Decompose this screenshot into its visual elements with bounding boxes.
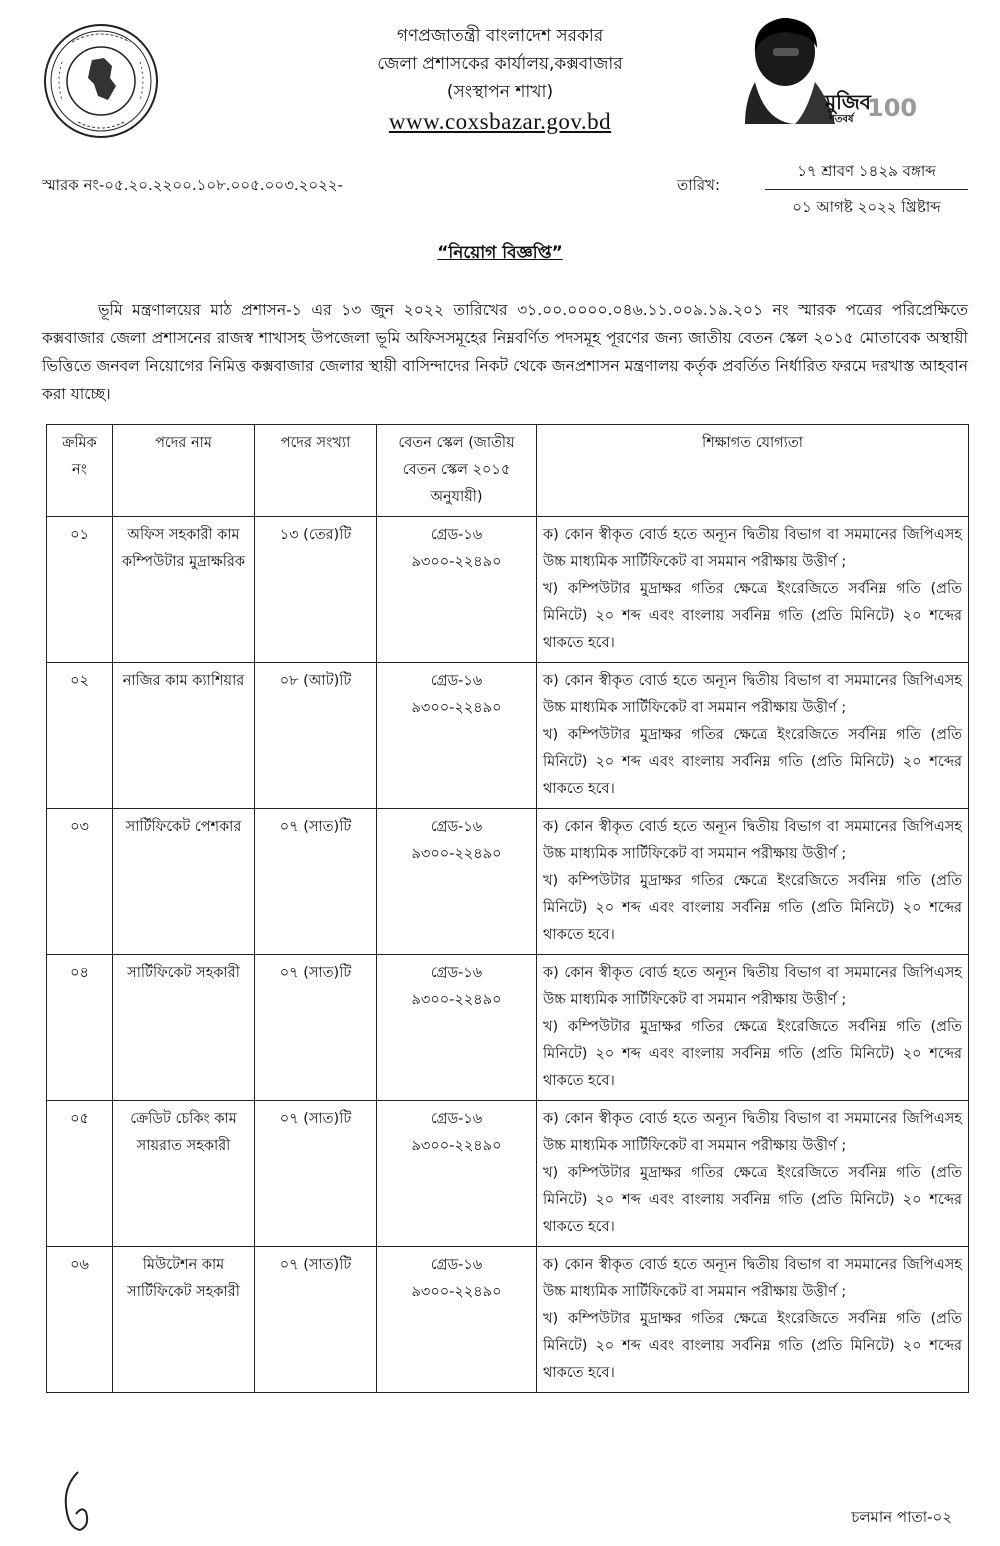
qualification-b: খ) কম্পিউটার মুদ্রাক্ষর গতির ক্ষেত্রে ইংরেজিতে সর্বনিম্ন গতি (প্রতি মিনিটে) ২০ শব্দ এবং বাংলায় সর্বনিম্ন গতি (প্রতি মিনিটে) ২০ শব্দের থাকতে হবে। [543,873,962,943]
government-seal-icon [42,22,160,140]
notice-title: “নিয়োগ বিজ্ঞপ্তি” [437,243,563,263]
row-count: ০৭ (সাত)টি [255,1101,377,1247]
header-office: জেলা প্রশাসকের কার্যালয়,কক্সবাজার [377,54,623,74]
date-bangla: ১৭ শ্রাবণ ১৪২৯ বঙ্গাব্দ [765,160,968,190]
row-qualification [537,517,969,663]
row-scale [377,955,537,1101]
row-scale [377,1101,537,1247]
header-government: গণপ্রজাতন্ত্রী বাংলাদেশ সরকার [396,26,604,46]
row-post: মিউটেশন কাম সার্টিফিকেট সহকারী [113,1247,255,1393]
row-grade: গ্রেড-১৬ [430,1257,483,1273]
row-scale [377,809,537,955]
row-range: ৯৩০০-২২৪৯০ [411,554,502,570]
header-serial: ক্রমিক নং [47,425,113,517]
header-branch: (সংস্থাপন শাখা) [446,82,554,102]
header-website-link[interactable]: www.coxsbazar.gov.bd [388,109,612,134]
row-scale [377,517,537,663]
row-scale [377,663,537,809]
table-row [47,1101,969,1247]
row-serial: ০১ [47,517,113,663]
row-grade: গ্রেড-১৬ [430,1111,483,1127]
row-post: অফিস সহকারী কাম কম্পিউটার মুদ্রাক্ষরিক [113,517,255,663]
row-qualification [537,809,969,955]
table-row [47,955,969,1101]
table-header-row [47,425,969,517]
qualification-b: খ) কম্পিউটার মুদ্রাক্ষর গতির ক্ষেত্রে ইংরেজিতে সর্বনিম্ন গতি (প্রতি মিনিটে) ২০ শব্দ এবং বাংলায় সর্বনিম্ন গতি (প্রতি মিনিটে) ২০ শব্দের থাকতে হবে। [543,581,962,651]
logo-text-shatabarsha: শতবর্ষ [829,114,854,125]
row-grade: গ্রেড-১৬ [430,527,483,543]
row-range: ৯৩০০-২২৪৯০ [411,992,502,1008]
memo-number: স্মারক নং-০৫.২০.২২০০.১০৮.০০৫.০০৩.২০২২- [42,176,344,194]
header-count: পদের সংখ্যা [255,425,377,517]
qualification-b: খ) কম্পিউটার মুদ্রাক্ষর গতির ক্ষেত্রে ইংরেজিতে সর্বনিম্ন গতি (প্রতি মিনিটে) ২০ শব্দ এবং বাংলায় সর্বনিম্ন গতি (প্রতি মিনিটে) ২০ শব্দের থাকতে হবে। [543,1311,962,1381]
row-serial: ০৪ [47,955,113,1101]
row-range: ৯৩০০-২২৪৯০ [411,846,502,862]
header-post: পদের নাম [113,425,255,517]
header-scale: বেতন স্কেল (জাতীয় বেতন স্কেল ২০১৫ অনুযায়ী) [377,425,537,517]
row-count: ০৭ (সাত)টি [255,1247,377,1393]
row-range: ৯৩০০-২২৪৯০ [411,1138,502,1154]
header-qualification: শিক্ষাগত যোগ্যতা [537,425,969,517]
qualification-a: ক) কোন স্বীকৃত বোর্ড হতে অন্যূন দ্বিতীয় বিভাগ বা সমমানের জিপিএসহ উচ্চ মাধ্যমিক সার্টিফিকেট বা সমমান পরীক্ষায় উত্তীর্ণ ; [543,819,962,862]
qualification-b: খ) কম্পিউটার মুদ্রাক্ষর গতির ক্ষেত্রে ইংরেজিতে সর্বনিম্ন গতি (প্রতি মিনিটে) ২০ শব্দ এবং বাংলায় সর্বনিম্ন গতি (প্রতি মিনিটে) ২০ শব্দের থাকতে হবে। [543,1165,962,1235]
vacancy-table [46,424,969,1393]
qualification-b: খ) কম্পিউটার মুদ্রাক্ষর গতির ক্ষেত্রে ইংরেজিতে সর্বনিম্ন গতি (প্রতি মিনিটে) ২০ শব্দ এবং বাংলায় সর্বনিম্ন গতি (প্রতি মিনিটে) ২০ শব্দের থাকতে হবে। [543,727,962,797]
row-range: ৯৩০০-২২৪৯০ [411,1284,502,1300]
signature-mark-icon [50,1466,110,1536]
table-row [47,809,969,955]
row-count: ০৭ (সাত)টি [255,809,377,955]
table-row [47,517,969,663]
qualification-a: ক) কোন স্বীকৃত বোর্ড হতে অন্যূন দ্বিতীয় বিভাগ বা সমমানের জিপিএসহ উচ্চ মাধ্যমিক সার্টিফিকেট বা সমমান পরীক্ষায় উত্তীর্ণ ; [543,1257,962,1300]
qualification-b: খ) কম্পিউটার মুদ্রাক্ষর গতির ক্ষেত্রে ইংরেজিতে সর্বনিম্ন গতি (প্রতি মিনিটে) ২০ শব্দ এবং বাংলায় সর্বনিম্ন গতি (প্রতি মিনিটে) ২০ শব্দের থাকতে হবে। [543,1019,962,1089]
table-row [47,1247,969,1393]
date-english: ০১ আগষ্ট ২০২২ খ্রিষ্টাব্দ [792,198,941,216]
row-grade: গ্রেড-১৬ [430,819,483,835]
row-qualification [537,955,969,1101]
intro-paragraph: ভূমি মন্ত্রণালয়ের মাঠ প্রশাসন-১ এর ১৩ জুন ২০২২ তারিখের ৩১.০০.০০০০.০৪৬.১১.০০৯.১৯.২০১ নং স্মারক পত্রের পরিপ্রেক্ষিতে কক্সবাজার জেলা প্রশাসনের রাজস্ব শাখাসহ উপজেলা ভূমি অফিসসমূহের নিম্নবর্ণিত পদসমূহ পূরণের জন্য জাতীয় বেতন স্কেল ২০১৫ মোতাবেক অস্থায়ী ভিত্তিতে জনবল নিয়োগের নিমিত্ত কক্সবাজার জেলার স্থায়ী বাসিন্দাদের নিকট থেকে জনপ্রশাসন মন্ত্রণালয় কর্তৃক প্রবর্তিত নির্ধারিত ফরমে দরখাস্ত আহবান করা যাচ্ছে। [42,301,968,403]
row-qualification [537,663,969,809]
row-serial: ০৩ [47,809,113,955]
row-grade: গ্রেড-১৬ [430,673,483,689]
continued-page-note: চলমান পাতা-০২ [851,1508,952,1526]
row-post: ক্রেডিট চেকিং কাম সায়রাত সহকারী [113,1101,255,1247]
logo-text-mujib: মুজিব [825,90,871,114]
row-post: সার্টিফিকেট সহকারী [113,955,255,1101]
row-post: সার্টিফিকেট পেশকার [113,809,255,955]
qualification-a: ক) কোন স্বীকৃত বোর্ড হতে অন্যূন দ্বিতীয় বিভাগ বা সমমানের জিপিএসহ উচ্চ মাধ্যমিক সার্টিফিকেট বা সমমান পরীক্ষায় উত্তীর্ণ ; [543,673,962,716]
date-block [765,160,968,221]
qualification-a: ক) কোন স্বীকৃত বোর্ড হতে অন্যূন দ্বিতীয় বিভাগ বা সমমানের জিপিএসহ উচ্চ মাধ্যমিক সার্টিফিকেট বা সমমান পরীক্ষায় উত্তীর্ণ ; [543,965,962,1008]
qualification-a: ক) কোন স্বীকৃত বোর্ড হতে অন্যূন দ্বিতীয় বিভাগ বা সমমানের জিপিএসহ উচ্চ মাধ্যমিক সার্টিফিকেট বা সমমান পরীক্ষায় উত্তীর্ণ ; [543,1111,962,1154]
date-label: তারিখ: [677,176,721,194]
row-grade: গ্রেড-১৬ [430,965,483,981]
row-serial: ০৬ [47,1247,113,1393]
row-scale [377,1247,537,1393]
row-serial: ০২ [47,663,113,809]
row-serial: ০৫ [47,1101,113,1247]
row-range: ৯৩০০-২২৪৯০ [411,700,502,716]
row-count: ০৮ (আট)টি [255,663,377,809]
row-qualification [537,1101,969,1247]
row-count: ১৩ (তের)টি [255,517,377,663]
row-count: ০৭ (সাত)টি [255,955,377,1101]
qualification-a: ক) কোন স্বীকৃত বোর্ড হতে অন্যূন দ্বিতীয় বিভাগ বা সমমানের জিপিএসহ উচ্চ মাধ্যমিক সার্টিফিকেট বা সমমান পরীক্ষায় উত্তীর্ণ ; [543,527,962,570]
table-row [47,663,969,809]
row-post: নাজির কাম ক্যাশিয়ার [113,663,255,809]
logo-text-100: 100 [867,94,918,122]
row-qualification [537,1247,969,1393]
notice-title-wrap [0,240,1000,268]
mujib-centenary-logo [725,12,918,127]
letterhead [250,22,750,136]
